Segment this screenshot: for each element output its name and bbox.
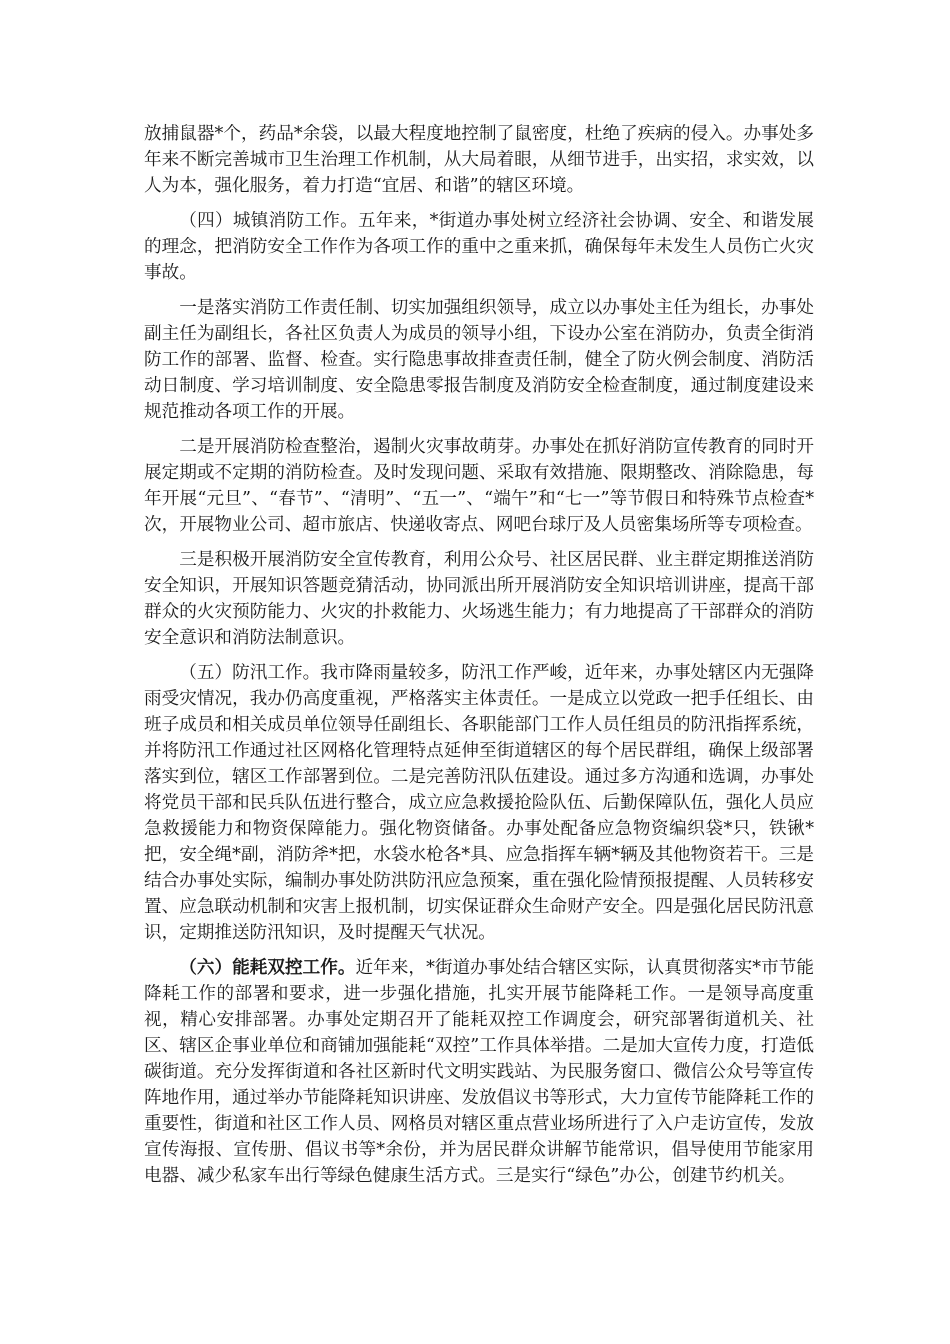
paragraph-flood-control [144,660,814,946]
paragraph-text: （五）防汛工作。我市降雨量较多，防汛工作严峻，近年来，办事处辖区内无强降雨受灾情况，我办仍高度重视，严格落实主体责任。一是成立以党政一把手任组长、由班子成员和相关成员单位领导任副组长、各职能部门工作人员任组员的防汛指挥系统，并将防汛工作通过社区网格化管理特点延伸至街道辖区的每个居民群组，确保上级部署落实到位，辖区工作部署到位。二是完善防汛队伍建设。通过多方沟通和选调，办事处将党员干部和民兵队伍进行整合，成立应急救援抢险队伍、后勤保障队伍，强化人员应急救援能力和物资保障能力。强化物资储备。办事处配备应急物资编织袋*只，铁锹*把，安全绳*副，消防斧*把，水袋水枪各*具、应急指挥车辆*辆及其他物资若干。三是结合办事处实际，编制办事处防洪防汛应急预案，重在强化险情预报提醒、人员转移安置、应急联动机制和灾害上报机制，切实保证群众生命财产安全。四是强化居民防汛意识，定期推送防汛知识，及时提醒天气状况。 [144,663,814,943]
paragraph-fire-inspection [144,434,814,538]
paragraph-rodent-control [144,121,814,199]
paragraph-text: 二是开展消防检查整治，遏制火灾事故萌芽。办事处在抓好消防宣传教育的同时开展定期或不定期的消防检查。及时发现问题、采取有效措施、限期整改、消除隐患，每年开展“元旦”、“春节”、“清明”、“五一”、“端午”和“七一”等节假日和特殊节点检查*次，开展物业公司、超市旅店、快递收寄点、网吧台球厅及人员密集场所等专项检查。 [144,437,814,535]
paragraph-text: 三是积极开展消防安全宣传教育，利用公众号、社区居民群、业主群定期推送消防安全知识，开展知识答题竞猜活动，协同派出所开展消防安全知识培训讲座，提高干部群众的火灾预防能力、火灾的扑救能力、火场逃生能力；有力地提高了干部群众的消防安全意识和消防法制意识。 [144,550,814,648]
paragraph-text: 放捕鼠器*个，药品*余袋，以最大程度地控制了鼠密度，杜绝了疾病的侵入。办事处多年来不断完善城市卫生治理工作机制，从大局着眼，从细节进手，出实招，求实效，以人为本，强化服务，着力打造“宜居、和谐”的辖区环境。 [144,124,814,196]
paragraph-energy-control [144,955,814,1189]
paragraph-text: 近年来，*街道办事处结合辖区实际，认真贯彻落实*市节能降耗工作的部署和要求，进一步强化措施，扎实开展节能降耗工作。一是领导高度重视，精心安排部署。办事处定期召开了能耗双控工作调度会，研究部署街道机关、社区、辖区企事业单位和商铺加强能耗“双控”工作具体举措。二是加大宣传力度，打造低碳街道。充分发挥街道和各社区新时代文明实践站、为民服务窗口、微信公众号等宣传阵地作用，通过举办节能降耗知识讲座、发放倡议书等形式，大力宣传节能降耗工作的重要性，街道和社区工作人员、网格员对辖区重点营业场所进行了入户走访宣传，发放宣传海报、宣传册、倡议书等*余份，并为居民群众讲解节能常识，倡导使用节能家用电器、减少私家车出行等绿色健康生活方式。三是实行“绿色”办公，创建节约机关。 [144,958,814,1186]
document-body [144,121,814,1198]
paragraph-fire-education [144,547,814,651]
paragraph-text: 一是落实消防工作责任制、切实加强组织领导，成立以办事处主任为组长，办事处副主任为副组长，各社区负责人为成员的领导小组，下设办公室在消防办，负责全街消防工作的部署、监督、检查。实行隐患事故排查责任制，健全了防火例会制度、消防活动日制度、学习培训制度、安全隐患零报告制度及消防安全检查制度，通过制度建设来规范推动各项工作的开展。 [144,298,814,422]
paragraph-text: （四）城镇消防工作。五年来，*街道办事处树立经济社会协调、安全、和谐发展的理念，把消防安全工作作为各项工作的重中之重来抓，确保每年未发生人员伤亡火灾事故。 [144,211,814,283]
paragraph-fire-responsibility [144,295,814,425]
section-lead-heading: （六）能耗双控工作。 [179,957,356,978]
paragraph-fire-safety-heading [144,208,814,286]
